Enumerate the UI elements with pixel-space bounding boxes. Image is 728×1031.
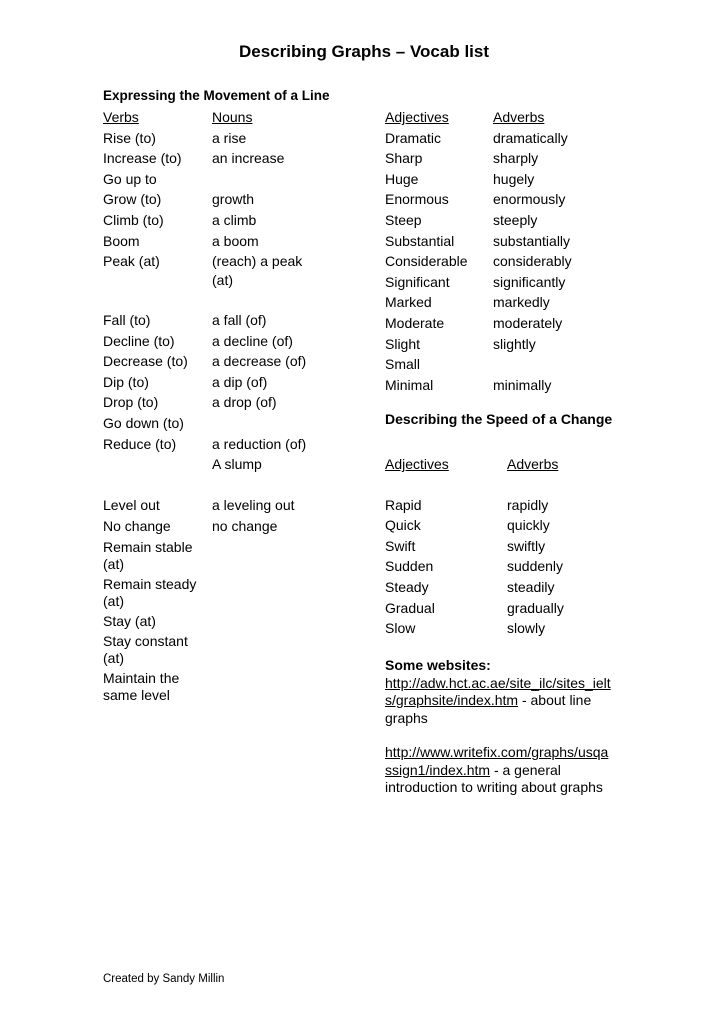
adjective-item: Marked <box>385 294 432 311</box>
adverbs-header: Adverbs <box>493 109 545 125</box>
verb-item: Stay (at) <box>103 613 156 630</box>
adverb-item: suddenly <box>507 558 564 575</box>
adjective-item: Significant <box>385 273 450 290</box>
adjective-item: Considerable <box>385 253 468 270</box>
verb-item: Peak (at) <box>103 253 160 270</box>
adverb-item: gradually <box>507 599 564 616</box>
adverb-item: hugely <box>493 170 535 187</box>
noun-item: no change <box>212 517 278 534</box>
adjective-item: Minimal <box>385 376 434 393</box>
adjectives-header: Adjectives <box>385 109 449 125</box>
adverb-item: slowly <box>507 620 546 637</box>
websites-block <box>385 657 635 797</box>
adverb-item: steadily <box>507 578 555 595</box>
speed-adjectives-column <box>385 454 449 639</box>
noun-item: a decrease (of) <box>212 353 307 370</box>
website-link-2-cont[interactable]: ssign1/index.htm <box>385 761 491 778</box>
adjective-item: Enormous <box>385 191 449 208</box>
stable-verbs-column <box>103 495 196 704</box>
adverb-item: quickly <box>507 517 550 534</box>
adjective-item: Substantial <box>385 232 455 249</box>
noun-item: a dip (of) <box>212 373 268 390</box>
website-2 <box>385 744 635 797</box>
adjectives-header: Adjectives <box>385 456 449 472</box>
verb-item: (at) <box>103 650 124 667</box>
verb-item: Boom <box>103 232 140 249</box>
website-desc-1: - about line <box>518 692 592 708</box>
adjective-item: Small <box>385 356 421 373</box>
noun-item: an increase <box>212 150 285 167</box>
website-desc-2-cont: introduction to writing about graphs <box>385 779 603 795</box>
stable-nouns-column <box>212 495 295 536</box>
verb-item <box>103 454 188 475</box>
website-link-2[interactable]: http://www.writefix.com/graphs/usqa <box>385 744 609 760</box>
adjective-item: Steep <box>385 211 422 228</box>
verb-item: Go down (to) <box>103 414 184 431</box>
verb-item: Level out <box>103 497 160 513</box>
verb-item: (at) <box>103 556 124 573</box>
noun-item: a climb <box>212 211 257 228</box>
verb-item: Grow (to) <box>103 191 162 208</box>
verb-item: Maintain the <box>103 670 180 687</box>
adjective-item: Swift <box>385 537 416 554</box>
adverb-item: dramatically <box>493 129 568 146</box>
adjective-item: Huge <box>385 170 419 187</box>
verb-item: Drop (to) <box>103 394 159 411</box>
noun-item: a fall (of) <box>212 312 267 328</box>
adverbs-header: Adverbs <box>507 456 559 472</box>
noun-item: a drop (of) <box>212 394 277 411</box>
verb-item: Climb (to) <box>103 211 164 228</box>
websites-heading: Some websites: <box>385 657 491 673</box>
falling-nouns-column <box>212 310 306 475</box>
adjective-item: Steady <box>385 578 429 595</box>
noun-item: (at) <box>212 271 233 288</box>
verb-item: Dip (to) <box>103 373 149 390</box>
adverb-item: steeply <box>493 211 538 228</box>
verb-item: Reduce (to) <box>103 435 177 452</box>
degree-adverbs-column <box>493 107 572 395</box>
adverb-item: enormously <box>493 191 566 208</box>
nouns-header: Nouns <box>212 109 253 125</box>
noun-item: a rise <box>212 129 247 146</box>
adverb-item: considerably <box>493 253 572 270</box>
verb-item: (at) <box>103 593 124 610</box>
adjective-item: Quick <box>385 517 421 534</box>
adverb-item: substantially <box>493 232 571 249</box>
degree-adjectives-column <box>385 107 468 395</box>
movement-heading: Expressing the Movement of a Line <box>103 88 330 103</box>
adjective-item: Sharp <box>385 150 423 167</box>
falling-verbs-column <box>103 310 188 475</box>
verb-item: Decrease (to) <box>103 353 188 370</box>
adjective-item: Slight <box>385 335 421 352</box>
website-desc-1-cont: graphs <box>385 709 428 726</box>
website-1 <box>385 675 635 728</box>
verb-item: Fall (to) <box>103 312 151 328</box>
verb-item: Remain steady <box>103 576 197 593</box>
adverb-item: rapidly <box>507 496 549 513</box>
adverb-item: sharply <box>493 150 539 167</box>
noun-item: a decline (of) <box>212 332 293 349</box>
adjective-item: Sudden <box>385 558 434 575</box>
adverb-item <box>493 354 572 375</box>
verbs-column <box>103 107 182 272</box>
adverb-item: markedly <box>493 294 550 311</box>
speed-adverbs-column <box>507 454 564 639</box>
adjective-item: Dramatic <box>385 129 442 146</box>
nouns-column <box>212 107 302 289</box>
adverb-item: significantly <box>493 273 566 290</box>
footer-credit: Created by Sandy Millin <box>103 973 225 985</box>
noun-item <box>212 413 306 434</box>
noun-item: growth <box>212 191 255 208</box>
noun-item: a reduction (of) <box>212 435 307 452</box>
website-link-1-cont[interactable]: s/graphsite/index.htm <box>385 692 519 708</box>
website-desc-2: - a general <box>490 761 561 778</box>
page-title: Describing Graphs – Vocab list <box>238 42 490 61</box>
adjective-item: Slow <box>385 620 416 637</box>
website-link-1[interactable]: http://adw.hct.ac.ae/site_ilc/sites_ielt <box>385 674 611 691</box>
speed-heading: Describing the Speed of a Change <box>385 411 613 427</box>
verbs-header: Verbs <box>103 109 139 125</box>
verb-item: Rise (to) <box>103 129 156 146</box>
adjective-item: Rapid <box>385 496 422 513</box>
verb-item: Increase (to) <box>103 150 182 167</box>
noun-item: A slump <box>212 456 262 473</box>
adjective-item: Moderate <box>385 314 445 331</box>
adverb-item: moderately <box>493 314 563 331</box>
verb-item: No change <box>103 517 171 534</box>
noun-item <box>212 169 302 190</box>
adverb-item: swiftly <box>507 537 546 554</box>
noun-item: a boom <box>212 232 259 249</box>
verb-item: Stay constant <box>103 633 188 650</box>
noun-item: (reach) a peak <box>212 253 303 270</box>
adverb-item: minimally <box>493 376 552 393</box>
noun-item: a leveling out <box>212 497 295 513</box>
verb-item: same level <box>103 687 170 704</box>
verb-item: Go up to <box>103 170 157 187</box>
verb-item: Remain stable <box>103 539 193 556</box>
verb-item: Decline (to) <box>103 332 175 349</box>
adjective-item: Gradual <box>385 599 435 616</box>
adverb-item: slightly <box>493 335 536 352</box>
